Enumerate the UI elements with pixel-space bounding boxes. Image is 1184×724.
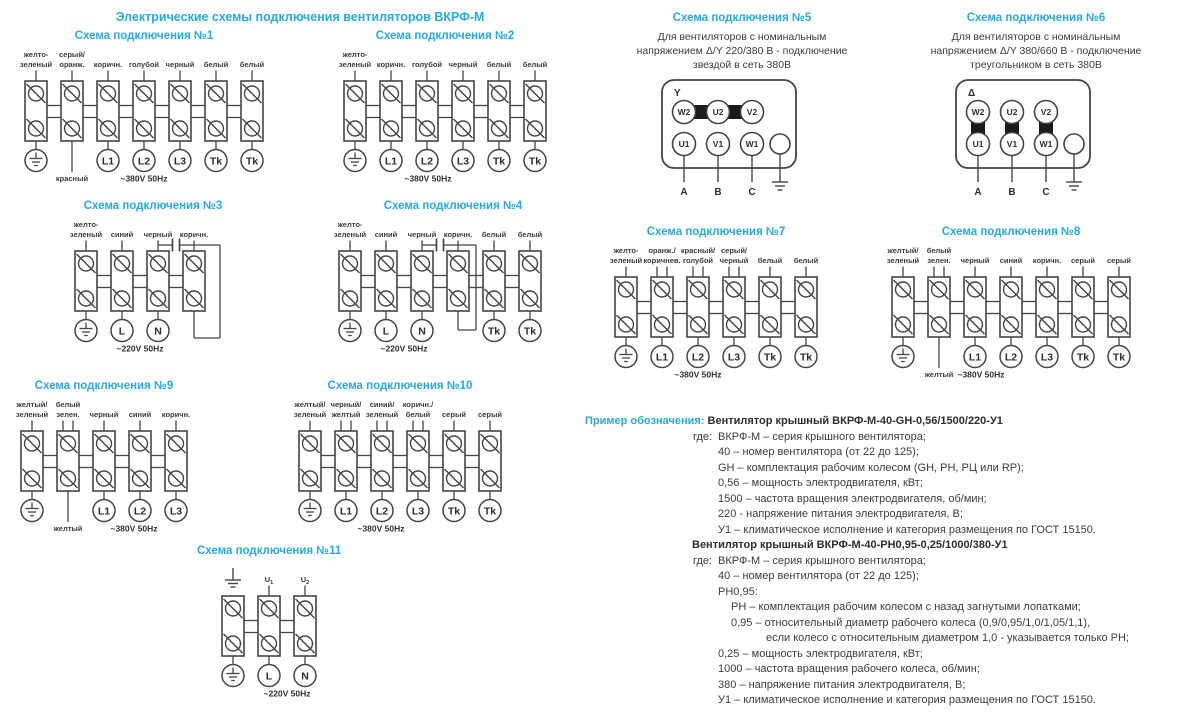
terminal-label: L3 [169, 505, 183, 518]
terminal-label: N [154, 325, 162, 338]
wire-color-label: желто- [342, 50, 368, 59]
motor-terminal-label: U1 [678, 139, 690, 149]
scheme-desc-line: напряжением Δ/Y 220/380 В - подключение [636, 45, 848, 57]
wire-color-label: серый [442, 410, 466, 419]
wire-color-label: желтый [331, 410, 361, 419]
example-line: где: ВКРФ-М – серия крышного вентилятора; [585, 430, 1184, 446]
terminal-label: Tk [209, 155, 223, 168]
example-lines-1 [585, 430, 1184, 539]
scheme-10-title: Схема подключения №10 [327, 380, 473, 392]
terminal-label: L3 [173, 155, 187, 168]
wire-color-label: коричнев. [643, 256, 681, 265]
wire-color-label: синий [374, 230, 398, 239]
wire-color-label: коричн. [93, 60, 123, 69]
wire-color-label: зелен. [927, 256, 951, 265]
example-line: 0,95 – относительный диаметр рабочего колеса (0,9/0,95/1,0/1,05/1,1), [731, 616, 1091, 629]
phase-label: B [1008, 187, 1016, 198]
scheme-7-title: Схема подключения №7 [646, 226, 786, 238]
voltage-label: ~380V 50Hz [120, 173, 168, 184]
terminal-label: N [301, 670, 309, 683]
terminal-label: L3 [411, 505, 425, 518]
scheme-11-diagram [208, 563, 330, 703]
example-line: 1000 – частота вращения рабочего колеса, об/мин; [718, 663, 980, 675]
scheme-desc-line: напряжением Δ/Y 380/660 В - подключение [930, 45, 1142, 57]
example-line: GH – комплектация рабочим колесом (GH, PH, РЦ или RP); [718, 461, 1024, 474]
example-line: РН – комплектация рабочим колесом с назад загнутыми лопатками; [731, 601, 1081, 613]
scheme-3-diagram [61, 218, 245, 358]
motor-terminal-label: V2 [746, 107, 758, 117]
terminal-label: L2 [375, 505, 389, 518]
wire-color-label: синий [110, 230, 134, 239]
motor-terminal-label: U2 [1006, 107, 1018, 117]
scheme-8-diagram [878, 244, 1144, 384]
voltage-label: ~380V 50Hz [404, 173, 452, 184]
wire-color-label: $U_1$ [264, 575, 274, 586]
scheme-6-diagram [890, 76, 1182, 200]
motor-terminal-label: W2 [677, 107, 691, 117]
terminal-label: L2 [420, 155, 434, 168]
example-lines-2 [585, 554, 1184, 709]
terminal-label: L3 [456, 155, 470, 168]
wire-color-label: белый [926, 246, 952, 255]
example-line: 380 – напряжение питания электродвигателя, В; [718, 678, 966, 691]
wire-color-label: голубой [411, 60, 443, 69]
wire-color-label: зеленый [293, 410, 327, 419]
scheme-9-diagram [7, 398, 201, 538]
example-line: 0,25 – мощность электродвигателя, кВт; [718, 647, 923, 660]
scheme-9 [7, 380, 201, 538]
example-where: где: [693, 554, 713, 567]
wire-color-label: белый [757, 256, 783, 265]
wire-color-label: желтый/ [294, 400, 326, 409]
connection-symbol: Y [674, 88, 681, 99]
wire-color-label: черный [165, 60, 195, 69]
wire-color-label: белый [522, 60, 548, 69]
voltage-label: ~220V 50Hz [116, 343, 164, 354]
terminal-label: L [118, 325, 126, 338]
wire-color-label: коричн. [443, 230, 473, 239]
example-line: 0,56 – мощность электродвигателя, кВт; [718, 477, 923, 489]
scheme-1-diagram [11, 48, 277, 188]
scheme-desc-line: треугольником в сеть 380В [970, 59, 1102, 71]
wire-color-label: белый [793, 256, 819, 265]
motor-terminal-label: V1 [712, 139, 724, 149]
example-line: РН0,95: [718, 585, 758, 598]
scheme-6-description [931, 30, 1142, 72]
scheme-desc-line: звездой в сеть 380В [692, 59, 792, 71]
phase-label: B [714, 187, 722, 198]
terminal-label: Tk [799, 351, 813, 364]
terminal-label: L [265, 670, 273, 683]
scheme-11 [197, 545, 341, 703]
wire-color-label: черный [89, 410, 119, 419]
terminal-label: Tk [1076, 351, 1090, 364]
wire-color-label: зеленый [15, 410, 49, 419]
terminal-label: L1 [968, 351, 982, 364]
motor-terminal-label: V2 [1040, 107, 1052, 117]
example-line: 220 - напряжение питания электродвигателя, В; [718, 508, 963, 520]
wire-color-label: белый [486, 60, 512, 69]
motor-terminal-label: W2 [971, 107, 985, 117]
voltage-label: ~220V 50Hz [263, 688, 311, 699]
phase-label: A [680, 187, 688, 198]
terminal-label: Tk [763, 351, 777, 364]
wire-color-label: черный [448, 60, 478, 69]
wire-color-label: серый/ [58, 50, 86, 59]
wire-color-label: желтый [924, 370, 954, 379]
scheme-1 [11, 30, 277, 188]
example-line: где: ВКРФ-М – серия крышного вентилятора; [585, 554, 1184, 570]
scheme-5 [596, 12, 888, 200]
wire-color-label: коричн. [161, 410, 191, 419]
example-line: У1 – климатическое исполнение и категория размещения по ГОСТ 15150. [718, 694, 1096, 706]
scheme-11-title: Схема подключения №11 [197, 545, 342, 557]
terminal-label: Tk [523, 325, 537, 338]
wire-color-label: черный/ [330, 400, 362, 409]
wire-color-label: белый [203, 60, 229, 69]
terminal-label: L3 [1040, 351, 1054, 364]
voltage-label: ~380V 50Hz [674, 369, 722, 380]
scheme-8-title: Схема подключения №8 [941, 226, 1081, 238]
example-where: где: [693, 430, 713, 443]
wire-color-label: желто- [613, 246, 639, 255]
scheme-4-diagram [325, 218, 581, 358]
scheme-2-diagram [330, 48, 560, 188]
wire-color-label: черный [960, 256, 990, 265]
example-label: Пример обозначения: [585, 415, 705, 427]
wire-color-label: голубой [128, 60, 160, 69]
scheme-3 [61, 200, 245, 358]
wire-color-label: желто- [73, 220, 99, 229]
scheme-desc-line: Для вентиляторов с номинальным [951, 31, 1121, 43]
wire-color-label: желтый [53, 524, 83, 533]
terminal-label: L2 [1004, 351, 1018, 364]
wire-color-label: серый [478, 410, 502, 419]
wire-color-label: серый [1107, 256, 1131, 265]
example-line: У1 – климатическое исполнение и категория размещения по ГОСТ 15150. [718, 523, 1096, 536]
wire-color-label: синий [999, 256, 1023, 265]
scheme-desc-line: Для вентиляторов с номинальным [657, 31, 827, 43]
wire-color-label: синий [128, 410, 152, 419]
voltage-label: ~380V 50Hz [110, 523, 158, 534]
terminal-label: L1 [339, 505, 353, 518]
wire-color-label: зеленый [69, 230, 103, 239]
wire-color-label: желто- [337, 220, 363, 229]
wire-color-label: красный/ [680, 246, 716, 255]
wire-color-label: белый [481, 230, 507, 239]
scheme-3-title: Схема подключения №3 [83, 200, 223, 212]
terminal-label: L1 [97, 505, 111, 518]
scheme-6-title: Схема подключения №6 [966, 12, 1106, 24]
scheme-10-diagram [285, 398, 515, 538]
scheme-10 [285, 380, 515, 538]
wire-color-label: $U_2$ [300, 575, 310, 586]
phase-label: C [1042, 187, 1050, 198]
terminal-label: L2 [133, 505, 147, 518]
scheme-1-title: Схема подключения №1 [74, 30, 214, 42]
terminal-label: Tk [492, 155, 506, 168]
wire-color-label: серый/ [720, 246, 748, 255]
terminal-label: L1 [384, 155, 398, 168]
ground-terminal [1064, 134, 1084, 154]
wire-color-label: красный [55, 174, 89, 183]
voltage-label: ~380V 50Hz [357, 523, 405, 534]
wire-color-label: голубой [682, 256, 714, 265]
scheme-6 [890, 12, 1182, 200]
voltage-label: ~380V 50Hz [957, 369, 1005, 380]
scheme-5-title: Схема подключения №5 [672, 12, 812, 24]
example-title-2: Вентилятор крышный ВКРФ-М-40-РН0,95-0,25/1000/380-У1 [692, 539, 1008, 551]
ground-terminal [770, 134, 790, 154]
scheme-5-description [637, 30, 848, 72]
example-line: 40 – номер вентилятора (от 22 до 125); [718, 570, 919, 582]
wire-color-label: желтый/ [887, 246, 919, 255]
wire-color-label: коричн./ [402, 400, 434, 409]
example-designation [585, 414, 1184, 709]
scheme-5-diagram [596, 76, 888, 200]
wire-color-label: оранж. [59, 60, 85, 69]
motor-terminal-label: W1 [745, 139, 759, 149]
scheme-9-title: Схема подключения №9 [34, 380, 174, 392]
scheme-2-title: Схема подключения №2 [375, 30, 515, 42]
wire-color-label: синий/ [369, 400, 395, 409]
wire-color-label: белый [239, 60, 265, 69]
scheme-7 [601, 226, 831, 384]
scheme-8 [878, 226, 1144, 384]
connection-symbol: Δ [968, 88, 976, 99]
wire-color-label: белый [55, 400, 81, 409]
scheme-4-title: Схема подключения №4 [383, 200, 523, 212]
terminal-label: L2 [137, 155, 151, 168]
terminal-label: Tk [528, 155, 542, 168]
phase-label: A [974, 187, 982, 198]
terminal-label: Tk [1112, 351, 1126, 364]
example-line: если колесо с относительным диаметром 1,0 - указывается только РН; [766, 632, 1129, 644]
motor-terminal-label: V1 [1006, 139, 1018, 149]
motor-terminal-label: U1 [972, 139, 984, 149]
wire-color-label: черный [407, 230, 437, 239]
terminal-label: L1 [101, 155, 115, 168]
terminal-label: L1 [655, 351, 669, 364]
wire-color-label: зеленый [886, 256, 920, 265]
terminal-label: L [382, 325, 390, 338]
wire-color-label: зелен. [56, 410, 80, 419]
wire-color-label: коричн. [376, 60, 406, 69]
example-line: 40 – номер вентилятора (от 22 до 125); [718, 446, 919, 458]
page-title: Электрические схемы подключения вентиляторов ВКРФ-М [115, 10, 485, 24]
wire-color-label: зеленый [333, 230, 367, 239]
wire-color-label: зеленый [609, 256, 643, 265]
wire-color-label: белый [405, 410, 431, 419]
terminal-label: Tk [447, 505, 461, 518]
wire-color-label: черный [719, 256, 749, 265]
phase-label: C [748, 187, 756, 198]
wire-color-label: коричн. [179, 230, 209, 239]
terminal-label: N [418, 325, 426, 338]
scheme-4 [325, 200, 581, 358]
example-headline-1 [585, 414, 1184, 430]
scheme-7-diagram [601, 244, 831, 384]
wire-color-label: желто- [23, 50, 49, 59]
motor-terminal-label: U2 [712, 107, 724, 117]
wire-color-label: зеленый [365, 410, 399, 419]
wire-color-label: коричн. [1032, 256, 1062, 265]
wire-color-label: желтый/ [16, 400, 48, 409]
terminal-label: L3 [727, 351, 741, 364]
example-title-1: Вентилятор крышный ВКРФ-М-40-GH-0,56/1500/220-У1 [707, 415, 1003, 427]
motor-terminal-label: W1 [1039, 139, 1053, 149]
wire-color-label: оранж./ [648, 246, 676, 255]
scheme-2 [330, 30, 560, 188]
terminal-label: Tk [483, 505, 497, 518]
example-line: 1500 – частота вращения электродвигателя, об/мин; [718, 492, 987, 505]
terminal-label: L2 [691, 351, 705, 364]
wire-color-label: черный [143, 230, 173, 239]
wire-color-label: серый [1071, 256, 1095, 265]
wire-color-label: зеленый [338, 60, 372, 69]
terminal-label: Tk [487, 325, 501, 338]
terminal-label: Tk [245, 155, 259, 168]
voltage-label: ~220V 50Hz [380, 343, 428, 354]
wire-color-label: зеленый [19, 60, 53, 69]
wire-color-label: белый [517, 230, 543, 239]
